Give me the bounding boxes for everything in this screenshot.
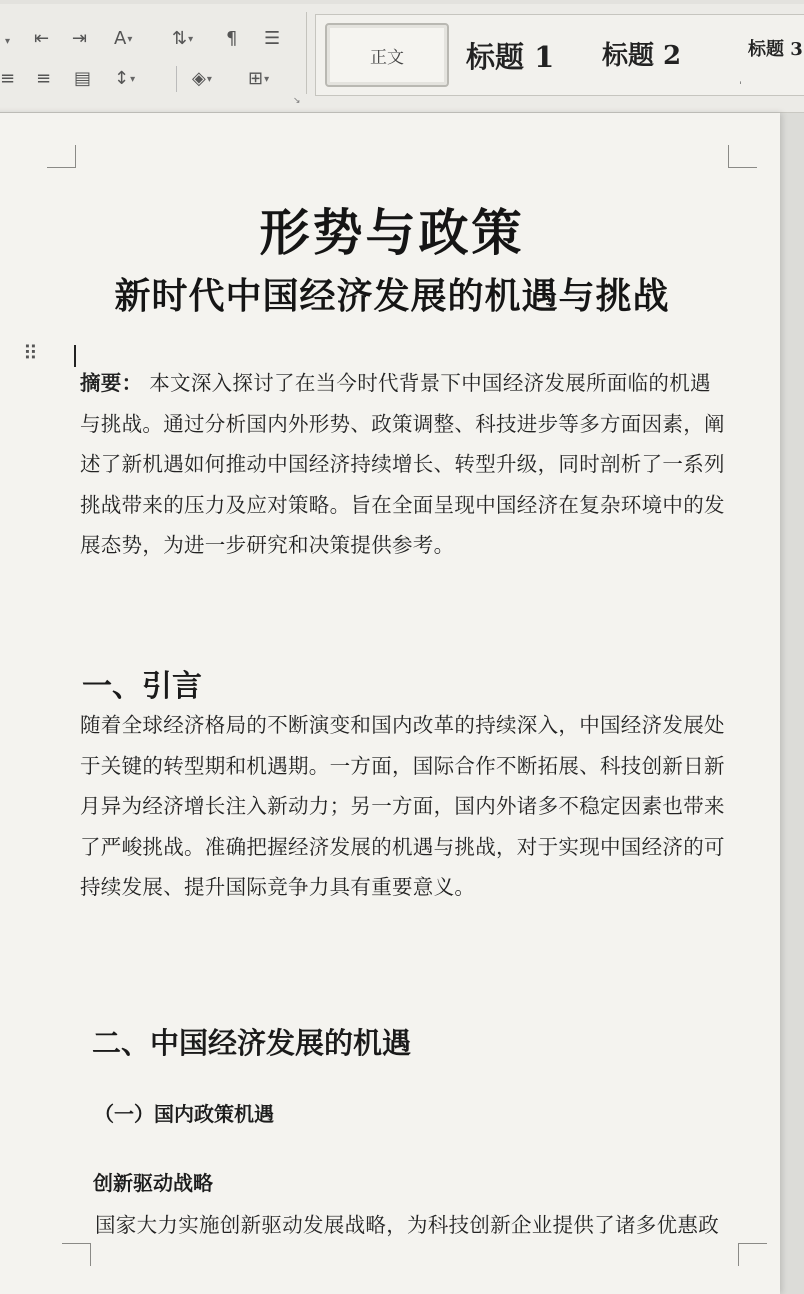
style-normal[interactable]: 正文 [325,23,449,87]
margin-corner-top-right [728,145,757,168]
ribbon-group-divider [306,12,307,94]
text-cursor [74,345,76,367]
abstract-label: 摘要： [80,371,143,395]
abstract-text: 本文深入探讨了在当今时代背景下中国经济发展所面临的机遇与挑战。通过分析国内外形势、政策调整、科技进步等多方面因素，阐述了新机遇如何推动中国经济持续增长、转型升级，同时剖析了一系列挑战带来的压力及应对策略。旨在全面呈现中国经济在复杂环境中的发展态势，为进一步研究和决策提供参考。 [80,371,725,558]
introduction-paragraph: 随着全球经济格局的不断演变和国内改革的持续深入，中国经济发展处于关键的转型期和机遇期。一方面，国际合作不断拓展、科技创新日新月异为经济增长注入新动力；另一方面，国内外诸多不稳定因素也带来了严峻挑战。准确把握经济发展的机遇与挑战，对于实现中国经济的可持续发展、提升国际竞争力具有重要意义。 [80,713,725,900]
center-align-icon[interactable]: ≡ [36,68,52,89]
document-subtitle: 新时代中国经济发展的机遇与挑战 [114,275,670,317]
subsection-heading-policy: （一）国内政策机遇 [94,1102,274,1126]
document-title: 形势与政策 [259,203,525,262]
margin-corner-top-left [47,145,76,168]
style-heading-3[interactable]: 标题 3 [748,39,803,60]
line-spacing-icon[interactable]: ↕▾ [114,68,136,89]
document-page[interactable] [0,113,780,1294]
borders-icon[interactable]: ⊞▾ [248,68,270,89]
text-direction-icon[interactable]: A▾ [114,28,133,49]
margin-corner-bottom-left [62,1243,91,1266]
dropdown-arrow-icon[interactable]: ▾ [5,35,11,47]
increase-indent-icon[interactable]: ⇥ [72,28,88,49]
paragraph-drag-handle-icon[interactable]: ⠿ [23,341,38,365]
decrease-indent-icon[interactable]: ⇤ [34,28,50,49]
shading-icon[interactable]: ◈▾ [192,68,212,89]
style-heading-1[interactable]: 标题 1 [466,40,555,74]
paragraph-settings-launcher-icon[interactable]: ↘ [293,96,301,106]
justify-icon[interactable]: ▤ [74,68,92,89]
innovation-paragraph: 国家大力实施创新驱动发展战略，为科技创新企业提供了诸多优惠政 [95,1213,719,1237]
subsection-heading-innovation: 创新驱动战略 [93,1171,213,1195]
styles-gallery [315,14,804,96]
margin-corner-bottom-right [738,1243,767,1266]
ribbon-toolbar [0,0,804,113]
distributed-align-icon[interactable]: ☰ [264,28,281,49]
section-heading-introduction: 一、引言 [82,669,202,704]
abstract-paragraph [80,363,730,566]
toolbar-separator [176,66,177,92]
style-heading-2[interactable]: 标题 2 [602,41,682,71]
section-heading-opportunities: 二、中国经济发展的机遇 [92,1026,412,1060]
show-marks-icon[interactable]: ¶ [226,28,238,49]
sort-icon[interactable]: ⇅▾ [172,28,194,49]
ribbon-top-edge [0,0,804,4]
styles-scroll-mark: ˈ [739,81,742,92]
align-left-icon[interactable]: ≡ [0,68,16,89]
